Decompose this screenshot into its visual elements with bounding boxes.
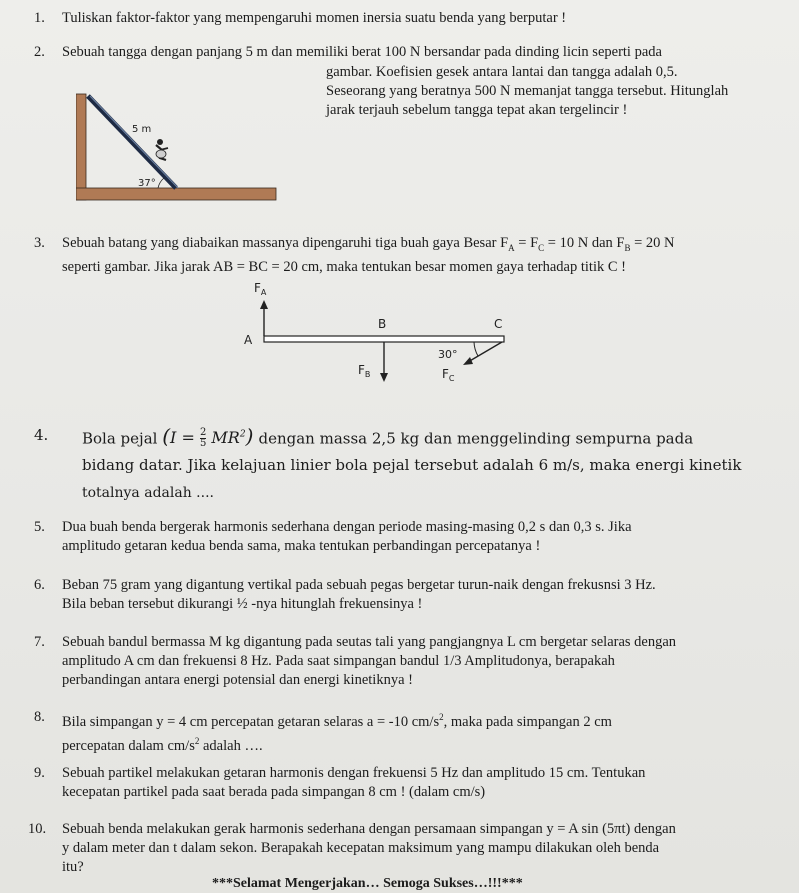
question-text: Sebuah tangga dengan panjang 5 m dan memiliki berat 100 N bersandar pada dinding licin seperti pada xyxy=(62,44,662,60)
question-number: 3. xyxy=(34,235,45,251)
question-number: 5. xyxy=(34,519,45,535)
point-a-label: A xyxy=(244,333,253,347)
question-text: Sebuah batang yang diabaikan massanya dipengaruhi tiga buah gaya Besar $F_A = F_C = 10$ N dan $F_B = 20$ N xyxy=(62,235,675,253)
inertia-formula: (I = $\frac{2}{5}$ $MR^2$) xyxy=(162,424,254,450)
ladder-highlight xyxy=(90,96,178,188)
question-text: Sebuah bandul bermassa M kg digantung pada seutas tali yang pangjangnya L cm bergetar selaras dengan xyxy=(62,634,677,650)
question-text: percepatan dalam $cm/s^2$ adalah …. xyxy=(62,735,263,754)
question-text: kecepatan partikel pada saat berada pada simpangan 8 cm ! (dalam cm/s) xyxy=(62,784,486,800)
question-number: 7. xyxy=(34,634,45,650)
question-text: Tuliskan faktor-faktor yang mempengaruhi momen inersia suatu benda yang berputar ! xyxy=(62,10,567,26)
question-text: seperti gambar. Jika jarak AB = BC = 20 cm, maka tentukan besar momen gaya terhadap titik C ! xyxy=(62,258,626,275)
question-text: Dua buah benda bergerak harmonis sederhana dengan periode masing-masing 0,2 s dan 0,3 s. Jika xyxy=(62,519,632,535)
point-c-label: C xyxy=(494,317,503,331)
question-text: Bola pejal (I = $\frac{2}{5}$ $MR^2$) dengan massa 2,5 kg dan menggelinding sempurna pada xyxy=(82,424,694,450)
fa-arrowhead xyxy=(260,300,268,309)
closing-message: ***Selamat Mengerjakan… Semoga Sukses…!!!*** xyxy=(212,876,523,891)
question-text: Bila simpangan y = 4 cm percepatan getaran selaras a = -10 $cm/s^2$, maka pada simpangan 2 cm xyxy=(62,712,612,730)
fc-label: $F_C$ xyxy=(442,367,455,383)
question-text: Sebuah benda melakukan gerak harmonis sederhana dengan persamaan simpangan y = A sin (5πt) dengan xyxy=(62,821,676,837)
question-text: itu? xyxy=(62,859,84,875)
question-number: 4. xyxy=(34,426,49,444)
angle-arc xyxy=(474,342,478,356)
question-text: Beban 75 gram yang digantung vertikal pada sebuah pegas bergetar turun-naik dengan frekusnsi 3 Hz. xyxy=(62,577,656,593)
question-text: Sebuah partikel melakukan getaran harmonis dengan frekuensi 5 Hz dan amplitudo 15 cm. Tentukan xyxy=(62,765,646,781)
person-icon xyxy=(156,139,168,160)
question-number: 1. xyxy=(34,10,45,26)
ladder-length-label: 5 m xyxy=(132,124,152,135)
fb-label: $F_B$ xyxy=(358,363,371,379)
wall xyxy=(76,94,86,200)
question-text: y dalam meter dan t dalam sekon. Berapakah kecepatan maksimum yang mampu dilakukan oleh benda xyxy=(62,840,660,856)
angle-arc xyxy=(158,178,164,188)
question-text: Bila beban tersebut dikurangi ½ -nya hitunglah frekuensinya ! xyxy=(62,596,423,612)
question-text: perbandingan antara energi potensial dan energi kinetiknya ! xyxy=(62,672,413,688)
question-text: jarak terjauh sebelum tangga tepat akan tergelincir ! xyxy=(326,102,628,118)
fc-arrowhead xyxy=(463,357,473,365)
question-text: bidang datar. Jika kelajuan linier bola pejal tersebut adalah 6 m/s, maka energi kinetik xyxy=(82,456,742,475)
fa-label: $F_A$ xyxy=(254,281,267,297)
question-text: gambar. Koefisien gesek antara lantai dan tangga adalah 0,5. xyxy=(326,64,678,80)
question-text: Seseorang yang beratnya 500 N memanjat tangga tersebut. Hitunglah xyxy=(326,83,729,99)
angle-label: 30° xyxy=(438,348,458,361)
beam-figure xyxy=(238,278,538,398)
floor xyxy=(76,188,276,200)
fb-arrowhead xyxy=(380,373,388,382)
question-text: totalnya adalah .... xyxy=(82,485,214,502)
question-text: amplitudo A cm dan frekuensi 8 Hz. Pada saat simpangan bandul 1/3 Amplitudonya, berapakah xyxy=(62,653,615,669)
angle-label: 37° xyxy=(138,178,156,189)
question-text: amplitudo getaran kedua benda sama, maka tentukan perbandingan percepatanya ! xyxy=(62,538,541,554)
question-number: 8. xyxy=(34,709,45,725)
question-number: 6. xyxy=(34,577,45,593)
ladder-figure xyxy=(76,88,296,208)
question-number: 2. xyxy=(34,44,45,60)
point-b-label: B xyxy=(378,317,387,331)
question-number: 9. xyxy=(34,765,45,781)
beam xyxy=(264,336,504,342)
question-number: 10. xyxy=(28,821,47,837)
fc-arrow xyxy=(468,342,502,362)
